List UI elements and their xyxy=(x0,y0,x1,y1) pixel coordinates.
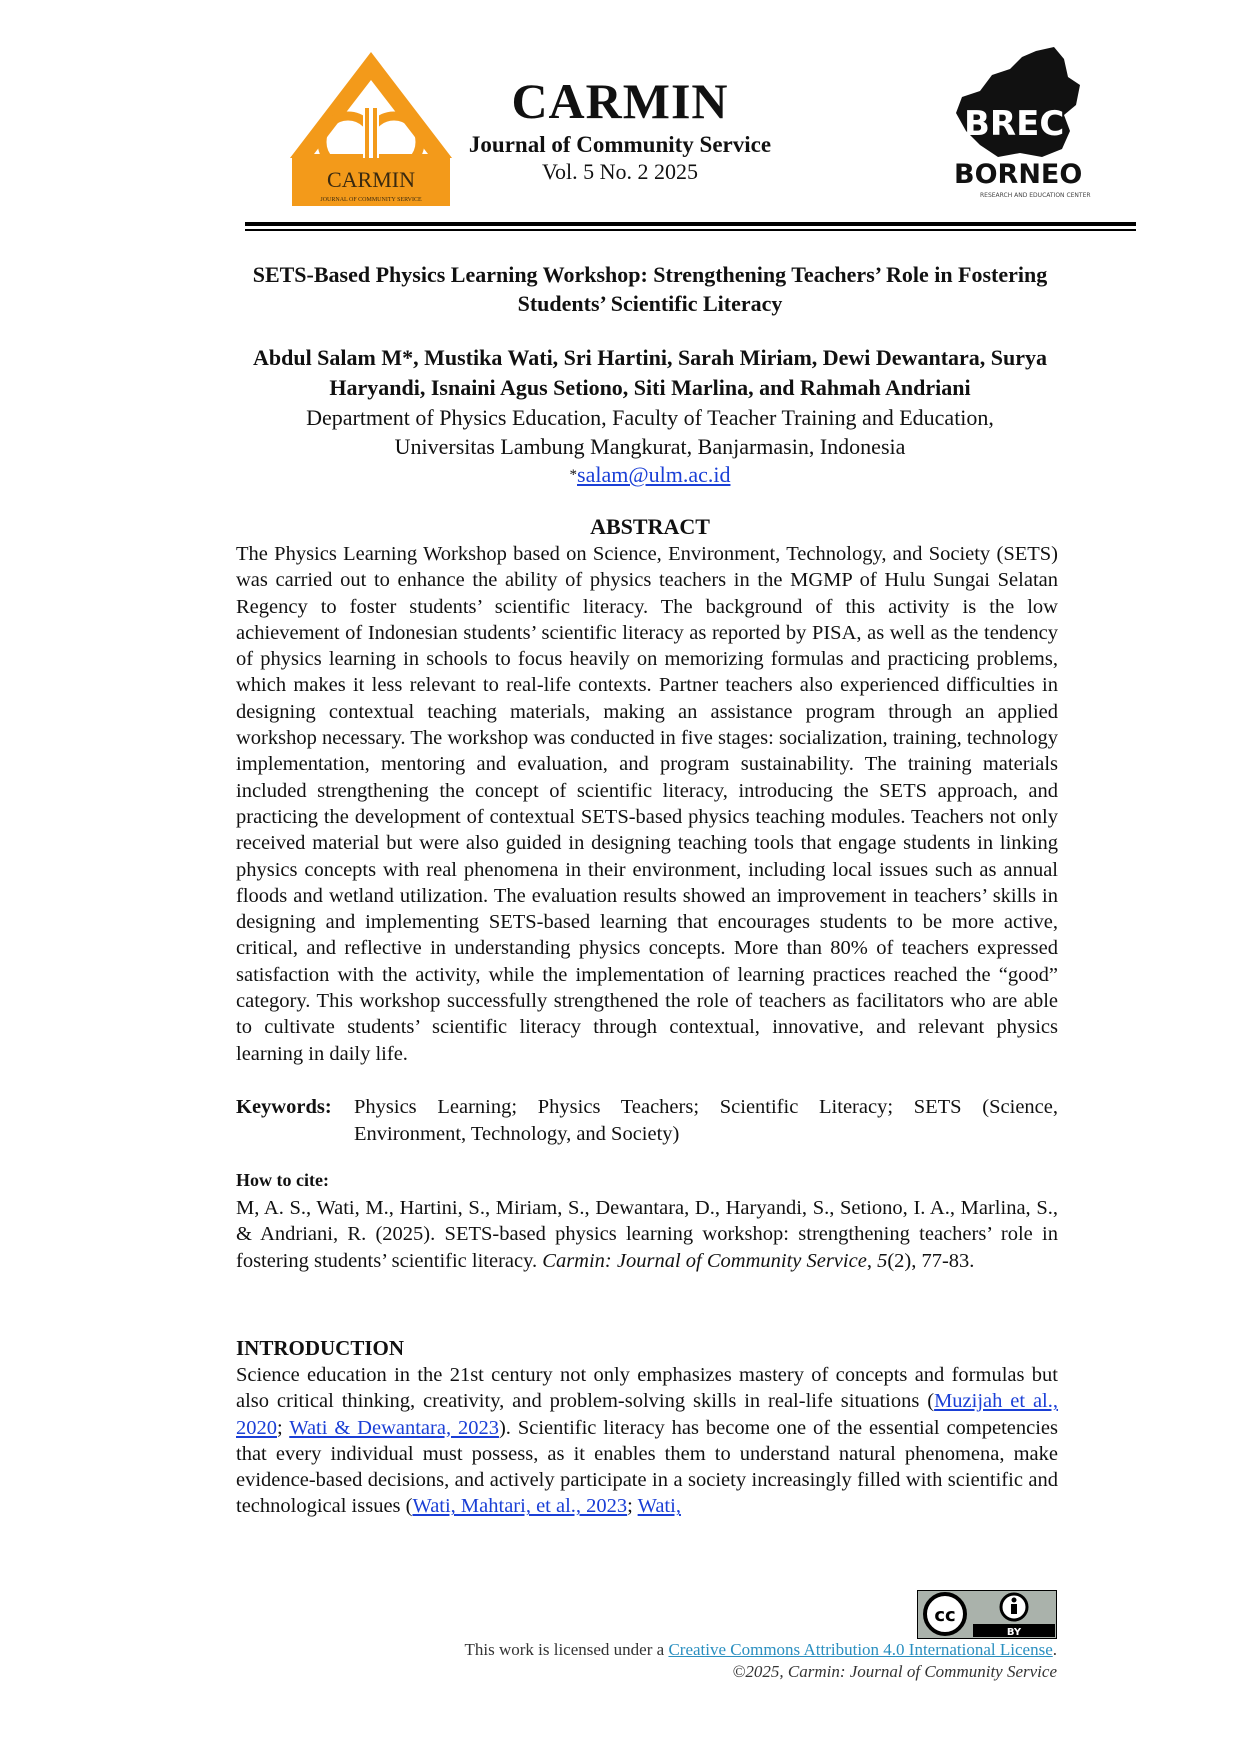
svg-text:BORNEO: BORNEO xyxy=(954,159,1083,190)
intro-sep-1: ; xyxy=(277,1416,290,1439)
citation-journal: Carmin: Journal of Community Service xyxy=(542,1249,867,1272)
copyright-notice: ©2025, Carmin: Journal of Community Service xyxy=(732,1662,1057,1681)
license-prefix: This work is licensed under a xyxy=(464,1640,669,1659)
email-star: * xyxy=(569,467,578,483)
svg-text:RESEARCH AND EDUCATION CENTER: RESEARCH AND EDUCATION CENTER xyxy=(980,192,1091,199)
license-suffix: . xyxy=(1052,1640,1057,1659)
introduction-heading: INTRODUCTION xyxy=(236,1336,405,1360)
corresponding-email xyxy=(236,462,1064,488)
header-rule-top xyxy=(245,222,1136,226)
article-title: SETS-Based Physics Learning Workshop: Strengthening Teachers’ Role in Fostering Students’ Scientific Literacy xyxy=(252,262,1048,316)
brec-borneo-logo xyxy=(950,45,1102,205)
svg-text:BREC: BREC xyxy=(964,104,1065,144)
reference-link-muzijah[interactable]: Muzijah et al., 2020 xyxy=(236,1390,1059,1439)
affiliation-line-2: Universitas Lambung Mangkurat, Banjarmasin, Indonesia xyxy=(394,434,906,459)
keywords xyxy=(236,1094,1058,1148)
svg-text:cc: cc xyxy=(934,1605,956,1626)
svg-text:JOURNAL OF COMMUNITY SERVICE: JOURNAL OF COMMUNITY SERVICE xyxy=(320,197,422,203)
keywords-label: Keywords: xyxy=(236,1096,332,1118)
intro-text-2: ). Scientific literacy has become one of the essential competencies that every individual must possess, as it enables them to understand natural phenomena, make evidence-based decisions, and actively participate in a society increasingly filled with scientific and technological issues ( xyxy=(236,1416,1059,1518)
header-rule-bottom xyxy=(245,229,1136,231)
license-statement xyxy=(300,1640,1057,1660)
journal-volume: Vol. 5 No. 2 2025 xyxy=(541,159,699,184)
abstract-heading: ABSTRACT xyxy=(590,514,710,539)
how-to-cite-heading: How to cite: xyxy=(236,1170,329,1190)
author-list: Abdul Salam M*, Mustika Wati, Sri Hartini, Sarah Miriam, Dewi Dewantara, Surya Haryandi, Isnaini Agus Setiono, Siti Marlina, and Rahmah Andriani xyxy=(252,345,1048,400)
citation-issue-pages: (2), 77-83. xyxy=(887,1249,975,1272)
license-link[interactable]: Creative Commons Attribution 4.0 International License xyxy=(668,1640,1053,1659)
affiliation-line-1: Department of Physics Education, Faculty of Teacher Training and Education, xyxy=(306,405,994,430)
introduction-paragraph xyxy=(236,1362,1058,1520)
svg-text:CARMIN: CARMIN xyxy=(326,167,416,192)
intro-sep-2: ; xyxy=(627,1495,638,1518)
abstract-body: The Physics Learning Workshop based on Science, Environment, Technology, and Society (SETS) was carried out to enhance the ability of physics teachers in the MGMP of Hulu Sungai Selatan Regency to foster students’ scientific literacy. The background of this activity is the low achievement of Indonesian students’ scientific literacy as reported by PISA, as well as the tendency of physics learning in schools to focus heavily on memorizing formulas and practicing problems, which makes it less relevant to real-life contexts. Partner teachers also experienced difficulties in designing contextual teaching materials, making an assistance program through an applied workshop necessary. The workshop was conducted in five stages: socialization, training, technology implementation, mentoring and evaluation, and program sustainability. The training materials included strengthening the concept of scientific literacy, introducing the SETS approach, and practicing the development of contextual SETS-based physics teaching modules. Teachers not only received material but were also guided in designing teaching tools that engage students in linking physics concepts with real phenomena in their environment, including local issues such as annual floods and wetland utilization. The evaluation results showed an improvement in teachers’ skills in designing and implementing SETS-based learning that encourages students to be more active, critical, and reflective in understanding physics concepts. More than 80% of teachers expressed satisfaction with the activity, while the implementation of learning practices reached the “good” category. This workshop successfully strengthened the role of teachers as facilitators who are able to cultivate students’ scientific literacy through contextual, innovative, and relevant physics learning in daily life. xyxy=(236,543,1058,1065)
affiliation xyxy=(236,403,1064,461)
cc-by-license-icon[interactable] xyxy=(917,1590,1057,1639)
citation-text xyxy=(236,1195,1058,1274)
svg-text:BY: BY xyxy=(1006,1627,1022,1638)
reference-link-wati-mahtari[interactable]: Wati, Mahtari, et al., 2023 xyxy=(412,1495,628,1518)
keywords-text: Physics Learning; Physics Teachers; Scientific Literacy; SETS (Science, Environment, Technology, and Society) xyxy=(354,1096,1058,1145)
journal-subtitle: Journal of Community Service xyxy=(468,132,772,157)
reference-link-wati-dewantara[interactable]: Wati & Dewantara, 2023 xyxy=(289,1416,499,1439)
email-link[interactable]: salam@ulm.ac.id xyxy=(577,462,731,487)
citation-sep: , xyxy=(866,1249,878,1272)
journal-name: CARMIN xyxy=(511,73,729,129)
citation-main: M, A. S., Wati, M., Hartini, S., Miriam, S., Dewantara, D., Haryandi, S., Setiono, I. A., Marlina, S., & Andriani, R. (2025). SETS-based physics learning workshop: strengthening teachers’ role in fostering students’ scientific literacy. xyxy=(236,1197,1058,1272)
reference-link-wati[interactable]: Wati, xyxy=(637,1495,681,1518)
citation-volume: 5 xyxy=(877,1249,888,1272)
intro-text-1: Science education in the 21st century not only emphasizes mastery of concepts and formulas but also critical thinking, creativity, and problem-solving skills in real-life situations ( xyxy=(236,1364,1058,1413)
